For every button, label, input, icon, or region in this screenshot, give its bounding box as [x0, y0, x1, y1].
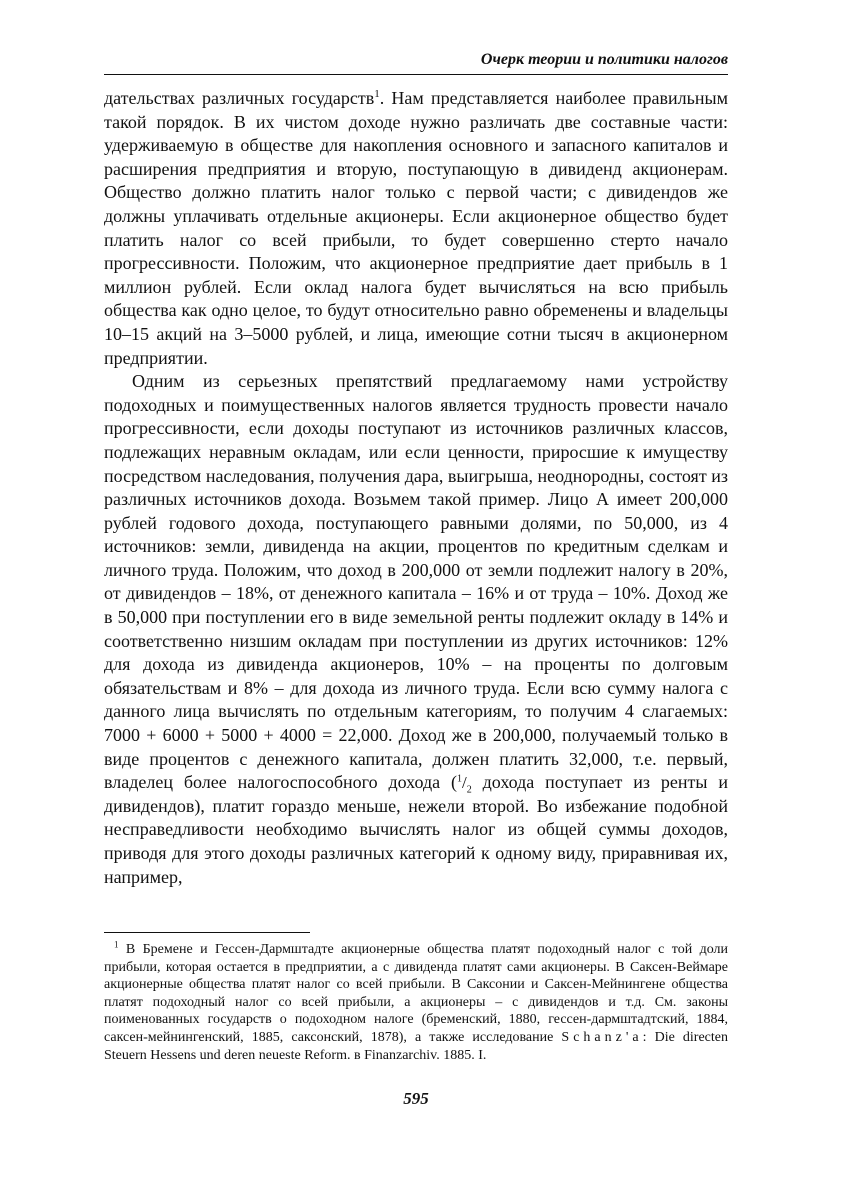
body-text — [104, 87, 728, 889]
fraction-slash: / — [462, 773, 467, 793]
footnote-separator — [104, 932, 310, 933]
paragraph-1-text-end: . Нам представляется наиболее правильным такой порядок. В их чистом доходе нужно различать две составные части: удерживаемую в обществе для накопления основного и запасного капиталов и расширения предприятия и вторую, поступающую в дивиденд акционерам. Общество должно платить налог только с первой части; с дивидендов же должны уплачивать отдельные акционеры. Если акционерное общество будет платить налог со всей прибыли, то будет совершенно стерто начало прогрессивности. Положим, что акционерное предприятие дает прибыль в 1 миллион рублей. Если оклад налога будет вычисляться на всю прибыль общества как одно целое, то будут относительно равно обременены и владельцы 10–15 акций на 3–5000 рублей, и лица, имеющие сотни тысяч в акционерном предприятии. — [104, 88, 728, 368]
paragraph-1-text-start: дательствах различных государств — [104, 88, 375, 108]
paragraph-1 — [104, 87, 728, 370]
paragraph-2-text-start: Одним из серьезных препятствий предлагаемому нами устройству подоходных и поимущественных налогов является трудность провести начало прогрессивности, если доходы поступают из источников различных классов, подлежащих неравным окладам, или если ценности, приросшие к имуществу посредством наследования, получения дара, выигрыша, неоднородны, состоят из различных источников дохода. Возьмем такой пример. Лицо А имеет 200,000 рублей годового дохода, поступающего равными долями, по 50,000, из 4 источников: земли, дивиденда на акции, процентов по кредитным сделкам и личного труда. Положим, что доход в 200,000 от земли подлежит налогу в 20%, от дивидендов – 18%, от денежного капитала – 16% и от труда – 10%. Доход же в 50,000 при поступлении его в виде земельной ренты подлежит окладу в 14% и соответственно низшим окладам при поступлении из других источников: 12% для дохода из дивиденда акционеров, 10% – на проценты по долговым обязательствам и 8% – для дохода из личного труда. Если всю сумму налога с данного лица вычислять по отдельным категориям, то получим 4 слагаемых: 7000 + 6000 + 5000 + 4000 = 22,000. Доход же в 200,000, получаемый только в виде процентов с денежного капитала, должен платить 32,000, т.е. первый, владелец более налогоспособного дохода ( — [104, 371, 728, 793]
footnote — [104, 941, 728, 1064]
footnote-marker: 1 — [114, 939, 119, 950]
page-number: 595 — [403, 1089, 429, 1108]
footnote-paragraph — [104, 941, 728, 1064]
running-head: Очерк теории и политики налогов — [480, 51, 728, 68]
footnote-reference: 1 — [374, 88, 380, 100]
footnote-text-start: В Бремене и Гессен-Дармштадте акционерные общества платят подоходный налог с той доли прибыли, которая остается в предприятии, а с дивиденда платят сами акционеры. В Саксен-Веймаре акционерные общества платят налог со всей прибыли. В Саксонии и Саксен-Мейнингене общества платят подоходный налог со всей прибыли, а акционеры – с дивидендов и т.д. См. законы поименованных государств о подоходном налоге (бременский, 1880, гессен-дармштадтский, 1884, саксен-мейнингенский, 1885, саксонский, 1878), а также исследование — [104, 942, 728, 1045]
paragraph-2-text-end: дохода поступает из ренты и дивидендов), платит гораздо меньше, нежели второй. Во избежание подобной несправедливости необходимо вычислять налог из общей суммы доходов, приводя для этого доходы различных категорий к одному виду, приравнивая их, например, — [104, 772, 728, 887]
fraction-denominator: 2 — [466, 784, 472, 796]
footnote-author: Schanz'a — [561, 1029, 643, 1045]
paragraph-2 — [104, 370, 728, 889]
fraction-numerator: 1 — [457, 773, 463, 785]
fraction-one-half — [457, 773, 472, 796]
header-rule — [104, 74, 728, 75]
footnote-text-end: : Die directen Steuern Hessens und deren neueste Reform. в Finanzarchiv. 1885. I. — [104, 1029, 728, 1063]
